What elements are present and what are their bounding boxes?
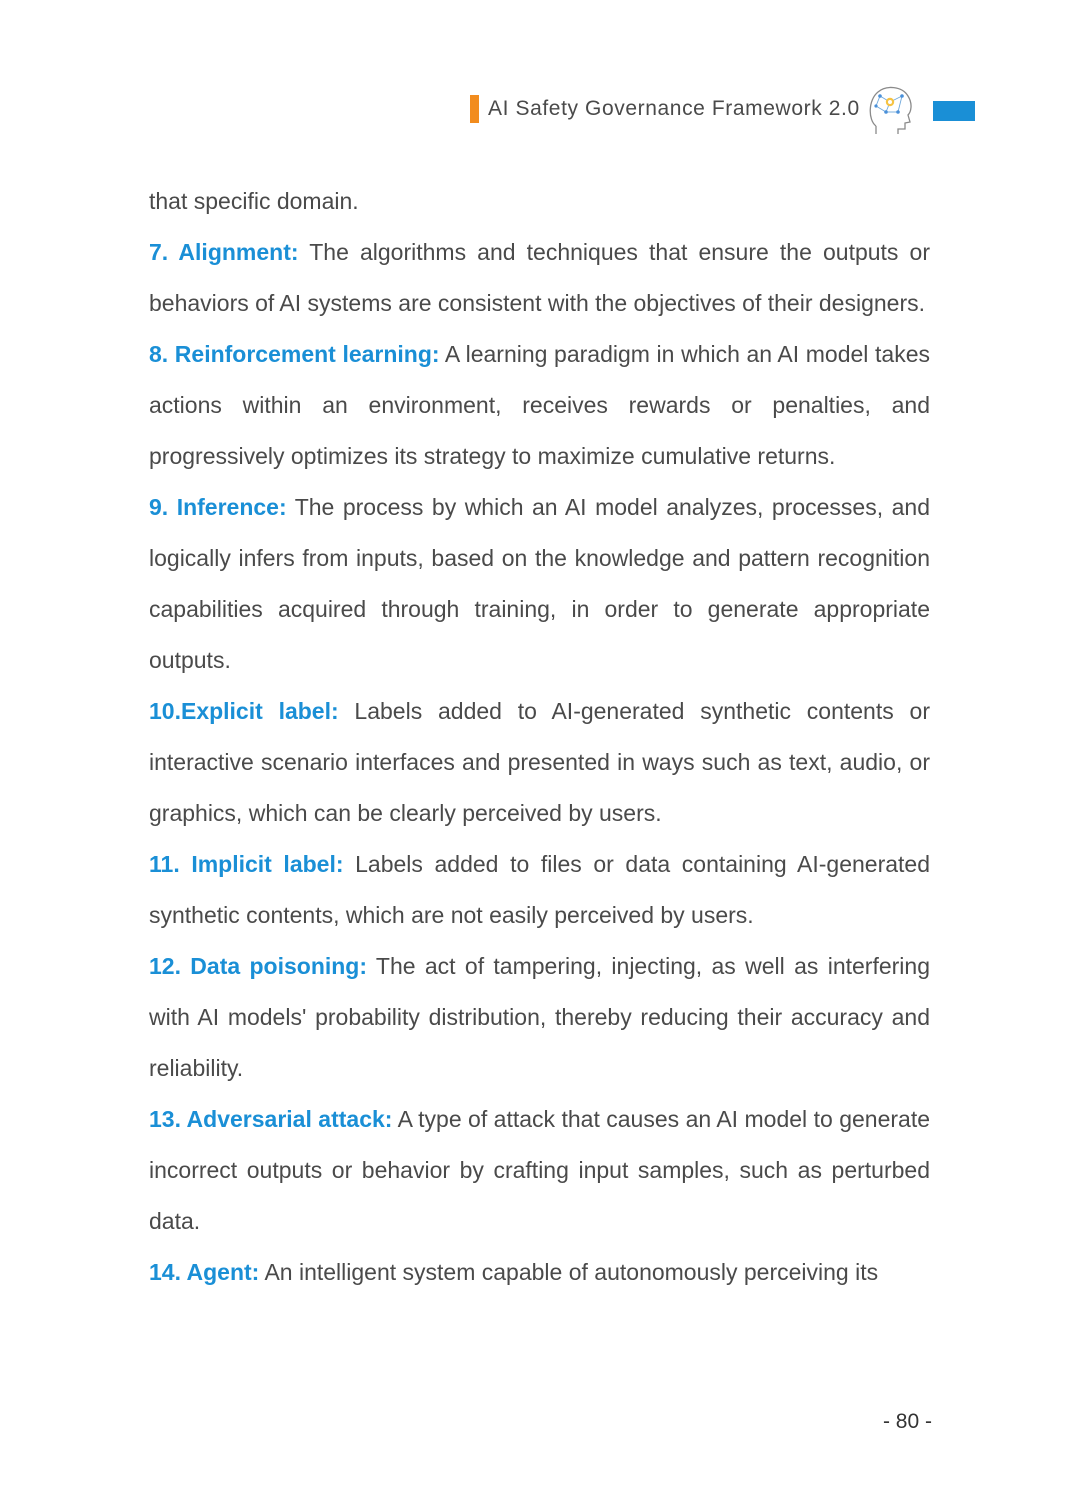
entry-definition: A type of attack that causes an AI model to generate incorrect outputs or behavior by crafting input samples, such as perturbed data.	[149, 1106, 931, 1234]
entry-term: 7. Alignment:	[149, 239, 299, 265]
entry-definition: The act of tampering, injecting, as well as interfering with AI models' probability distribution, thereby reducing their accuracy and reliability.	[149, 953, 930, 1081]
entry-definition: The process by which an AI model analyzes, processes, and logically infers from inputs, based on the knowledge and pattern recognition capabilities acquired through training, in order to generate appropriate outputs.	[149, 494, 930, 673]
glossary-entry	[149, 941, 930, 1094]
entry-definition: The algorithms and techniques that ensure the outputs or behaviors of AI systems are consistent with the objectives of their designers.	[149, 239, 930, 316]
entry-term: 13. Adversarial attack:	[149, 1106, 393, 1132]
glossary-entry	[149, 482, 930, 686]
entry-term: 8. Reinforcement learning:	[149, 341, 440, 367]
entry-definition: A learning paradigm in which an AI model takes actions within an environment, receives rewards or penalties, and progressively optimizes its strategy to maximize cumulative returns.	[149, 341, 930, 469]
glossary-entry	[149, 1094, 930, 1247]
glossary-entry	[149, 686, 930, 839]
intro-text: that specific domain.	[149, 188, 359, 214]
glossary-content	[149, 176, 930, 1298]
ai-head-icon	[864, 82, 914, 136]
entry-term: 9. Inference:	[149, 494, 287, 520]
page-header	[470, 84, 914, 134]
entry-definition: An intelligent system capable of autonomously perceiving its	[259, 1259, 879, 1285]
header-accent-bar	[470, 95, 479, 123]
header-color-block	[933, 101, 975, 121]
entry-definition: Labels added to files or data containing AI-generated synthetic contents, which are not easily perceived by users.	[149, 851, 930, 928]
page-number: - 80 -	[882, 1410, 932, 1433]
glossary-entry	[149, 329, 930, 482]
entry-term: 12. Data poisoning:	[149, 953, 368, 979]
header-title: AI Safety Governance Framework 2.0	[488, 97, 860, 120]
entry-term: 11. Implicit label:	[149, 851, 344, 877]
entry-definition: Labels added to AI-generated synthetic contents or interactive scenario interfaces and presented in ways such as text, audio, or graphics, which can be clearly perceived by users.	[149, 698, 930, 826]
entry-term: 10.Explicit label:	[149, 698, 339, 724]
glossary-entry	[149, 1247, 930, 1298]
glossary-entry	[149, 227, 930, 329]
glossary-entry	[149, 839, 930, 941]
entry-term: 14. Agent:	[149, 1259, 260, 1285]
